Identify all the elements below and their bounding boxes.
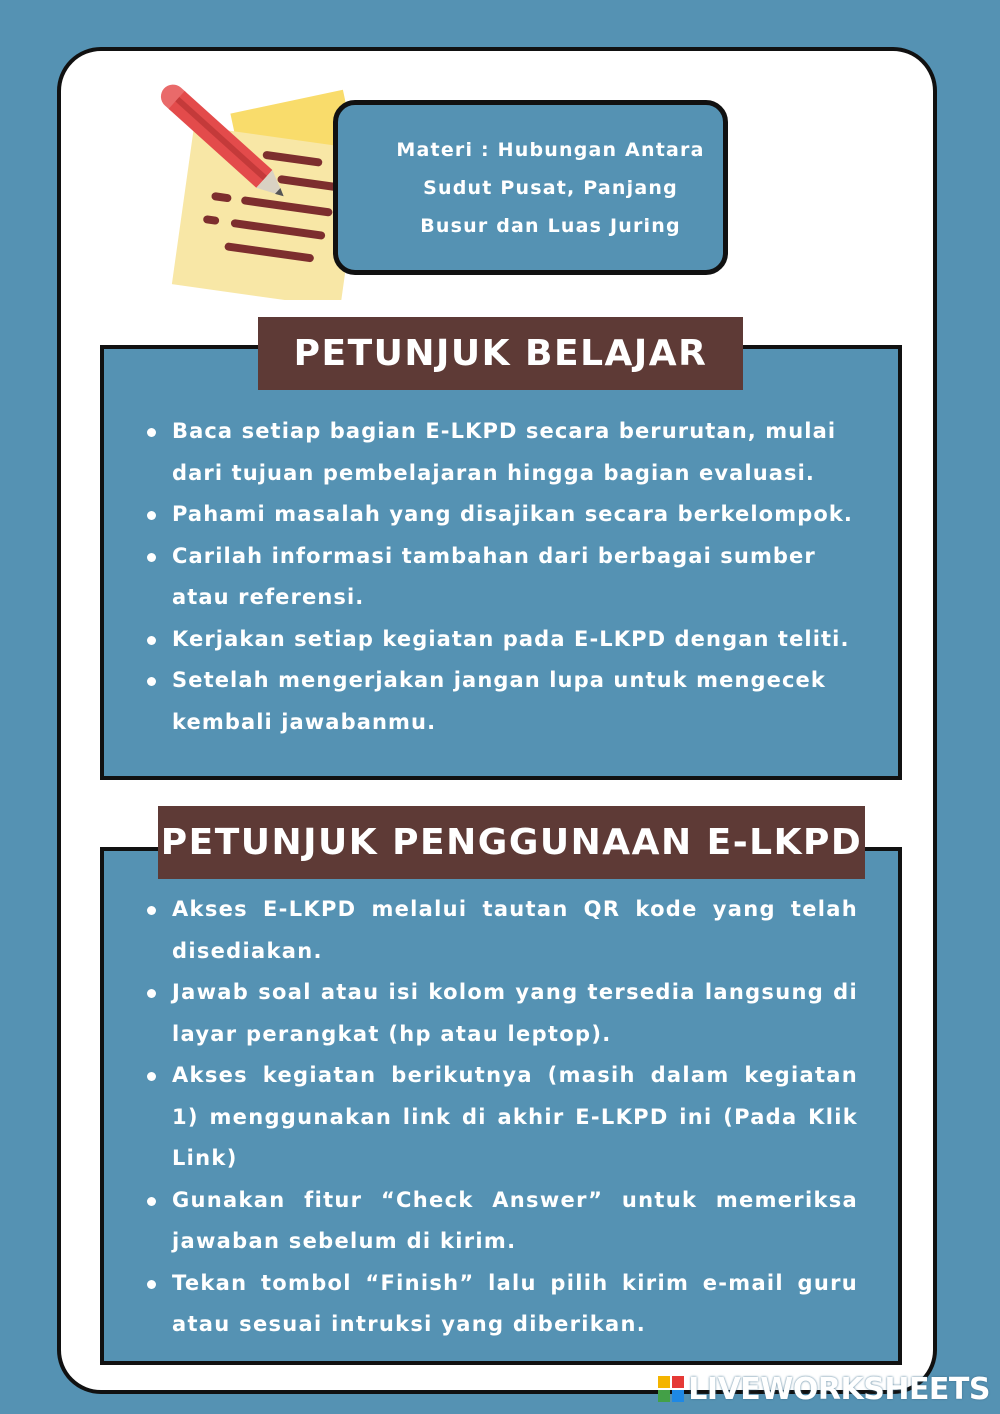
watermark-text: LIVEWORKSHEETS <box>688 1371 990 1407</box>
list-item: Carilah informasi tambahan dari berbagai sumber atau referensi. <box>145 536 865 619</box>
list-item: Setelah mengerjakan jangan lupa untuk mengecek kembali jawabanmu. <box>145 660 865 743</box>
list-item: Baca setiap bagian E-LKPD secara berurutan, mulai dari tujuan pembelajaran hingga bagian evaluasi. <box>145 411 865 494</box>
liveworksheets-watermark[interactable] <box>658 1372 990 1406</box>
petunjuk-belajar-list <box>145 411 865 743</box>
petunjuk-penggunaan-title: PETUNJUK PENGGUNAAN E-LKPD <box>158 806 865 879</box>
list-item: Pahami masalah yang disajikan secara berkelompok. <box>145 494 865 536</box>
materi-line-3: Busur dan Luas Juring <box>420 214 681 237</box>
materi-line-2: Sudut Pusat, Panjang <box>423 176 678 199</box>
materi-box <box>333 100 728 275</box>
materi-line-1: Materi : Hubungan Antara <box>396 138 705 161</box>
list-item: Akses E-LKPD melalui tautan QR kode yang telah disediakan. <box>145 889 858 972</box>
petunjuk-penggunaan-list <box>145 889 858 1346</box>
list-item: Akses kegiatan berikutnya (masih dalam kegiatan 1) menggunakan link di akhir E-LKPD ini (Pada Klik Link) <box>145 1055 858 1180</box>
petunjuk-belajar-title: PETUNJUK BELAJAR <box>258 317 743 390</box>
liveworksheets-logo-icon <box>658 1376 684 1402</box>
list-item: Gunakan fitur “Check Answer” untuk memeriksa jawaban sebelum di kirim. <box>145 1180 858 1263</box>
list-item: Tekan tombol “Finish” lalu pilih kirim e-mail guru atau sesuai intruksi yang diberikan. <box>145 1263 858 1346</box>
list-item: Kerjakan setiap kegiatan pada E-LKPD dengan teliti. <box>145 619 865 661</box>
list-item: Jawab soal atau isi kolom yang tersedia langsung di layar perangkat (hp atau leptop). <box>145 972 858 1055</box>
